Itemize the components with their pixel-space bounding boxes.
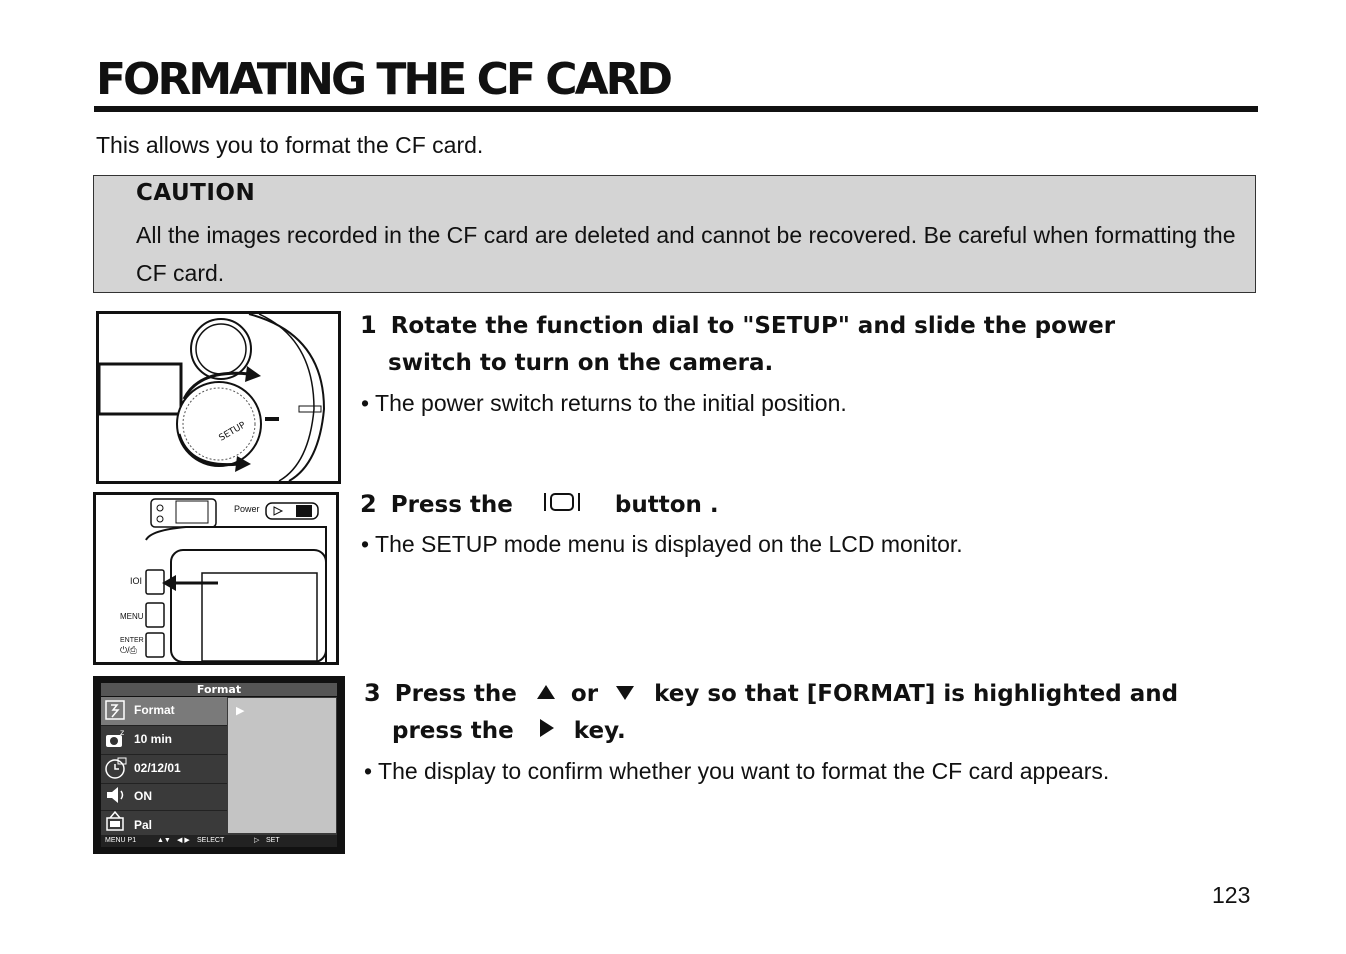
lcd-footer-set-icon: ▷	[254, 837, 260, 844]
step-1-title-line2: switch to turn on the camera.	[388, 350, 774, 376]
lcd-row-1-value: Format	[134, 703, 175, 717]
sleep-camera-icon	[104, 727, 128, 751]
step-2-title	[360, 485, 719, 525]
intro-text: This allows you to format the CF card.	[96, 132, 484, 158]
dial-setup-label: SETUP	[217, 420, 248, 444]
step-3-title-line2	[392, 712, 626, 751]
speaker-icon	[104, 783, 128, 807]
step-1-line1: Rotate the function dial to "SETUP" and slide the power	[390, 313, 1116, 339]
lcd-submenu-arrow-icon: ▶	[236, 705, 245, 717]
lcd-submenu-pane	[228, 698, 336, 833]
lcd-row-5-value: Pal	[134, 818, 153, 832]
lcd-row-2-value: 10 min	[134, 732, 173, 746]
camera-back-illustration	[93, 492, 339, 665]
clock-icon	[104, 756, 128, 780]
power-label: Power	[234, 504, 260, 514]
video-out-icon	[104, 809, 128, 833]
step-2-note: • The SETUP mode menu is displayed on the LCD monitor.	[361, 531, 963, 557]
lcd-footer-leftright-icon: ◀ ▶	[177, 837, 190, 844]
step-3-note: • The display to confirm whether you want to format the CF card appears.	[364, 758, 1110, 784]
lcd-footer-updown-icon: ▲▼	[157, 837, 171, 844]
step-3-line2-post: key.	[573, 718, 626, 744]
svg-text:IOI: IOI	[130, 576, 143, 586]
step-3-mid: key so that [FORMAT] is highlighted and	[654, 681, 1179, 707]
lcd-menu-screenshot	[93, 676, 345, 854]
step-3-line2-pre: press the	[392, 718, 514, 744]
svg-text:⏻/⎙: ⏻/⎙	[120, 645, 137, 655]
page-number: 123	[1212, 882, 1251, 908]
camera-back-drawing	[96, 495, 336, 662]
step-3-title	[364, 674, 1178, 714]
lcd-footer-page: MENU P1	[105, 837, 137, 844]
display-button-icon	[543, 487, 583, 525]
step-3-or: or	[570, 681, 599, 707]
step-3-pre: Press the	[394, 681, 517, 707]
lcd-row-4-value: ON	[134, 789, 152, 803]
caution-title: CAUTION	[136, 180, 256, 206]
up-arrow-icon	[535, 676, 557, 714]
lcd-menu-footer	[101, 835, 337, 847]
step-1-note: • The power switch returns to the initial position.	[361, 390, 847, 416]
menu-label: MENU	[120, 612, 144, 621]
mode-dial-illustration	[96, 311, 341, 484]
lcd-footer-select: SELECT	[197, 837, 225, 844]
lcd-footer-set: SET	[266, 837, 280, 844]
format-icon	[104, 699, 126, 721]
mode-dial-drawing	[99, 314, 338, 481]
down-arrow-icon	[614, 676, 636, 714]
page-title: FORMATING THE CF CARD	[96, 54, 671, 105]
lcd-menu-header: Format	[101, 683, 337, 696]
step-2-number: 2	[360, 490, 377, 518]
caution-text: All the images recorded in the CF card are deleted and cannot be recovered. Be careful when formatting the CF card.	[136, 222, 1236, 286]
step-2-pre: Press the	[390, 492, 513, 518]
step-2-post: button .	[614, 492, 719, 518]
title-rule	[94, 106, 1258, 112]
svg-text:z: z	[120, 728, 125, 737]
right-arrow-icon	[536, 713, 556, 751]
step-3-number: 3	[364, 679, 381, 707]
step-1-number: 1	[360, 311, 377, 339]
step-1-title	[360, 306, 1115, 345]
enter-label: ENTER	[120, 637, 144, 644]
lcd-row-3-value: 02/12/01	[134, 761, 181, 775]
